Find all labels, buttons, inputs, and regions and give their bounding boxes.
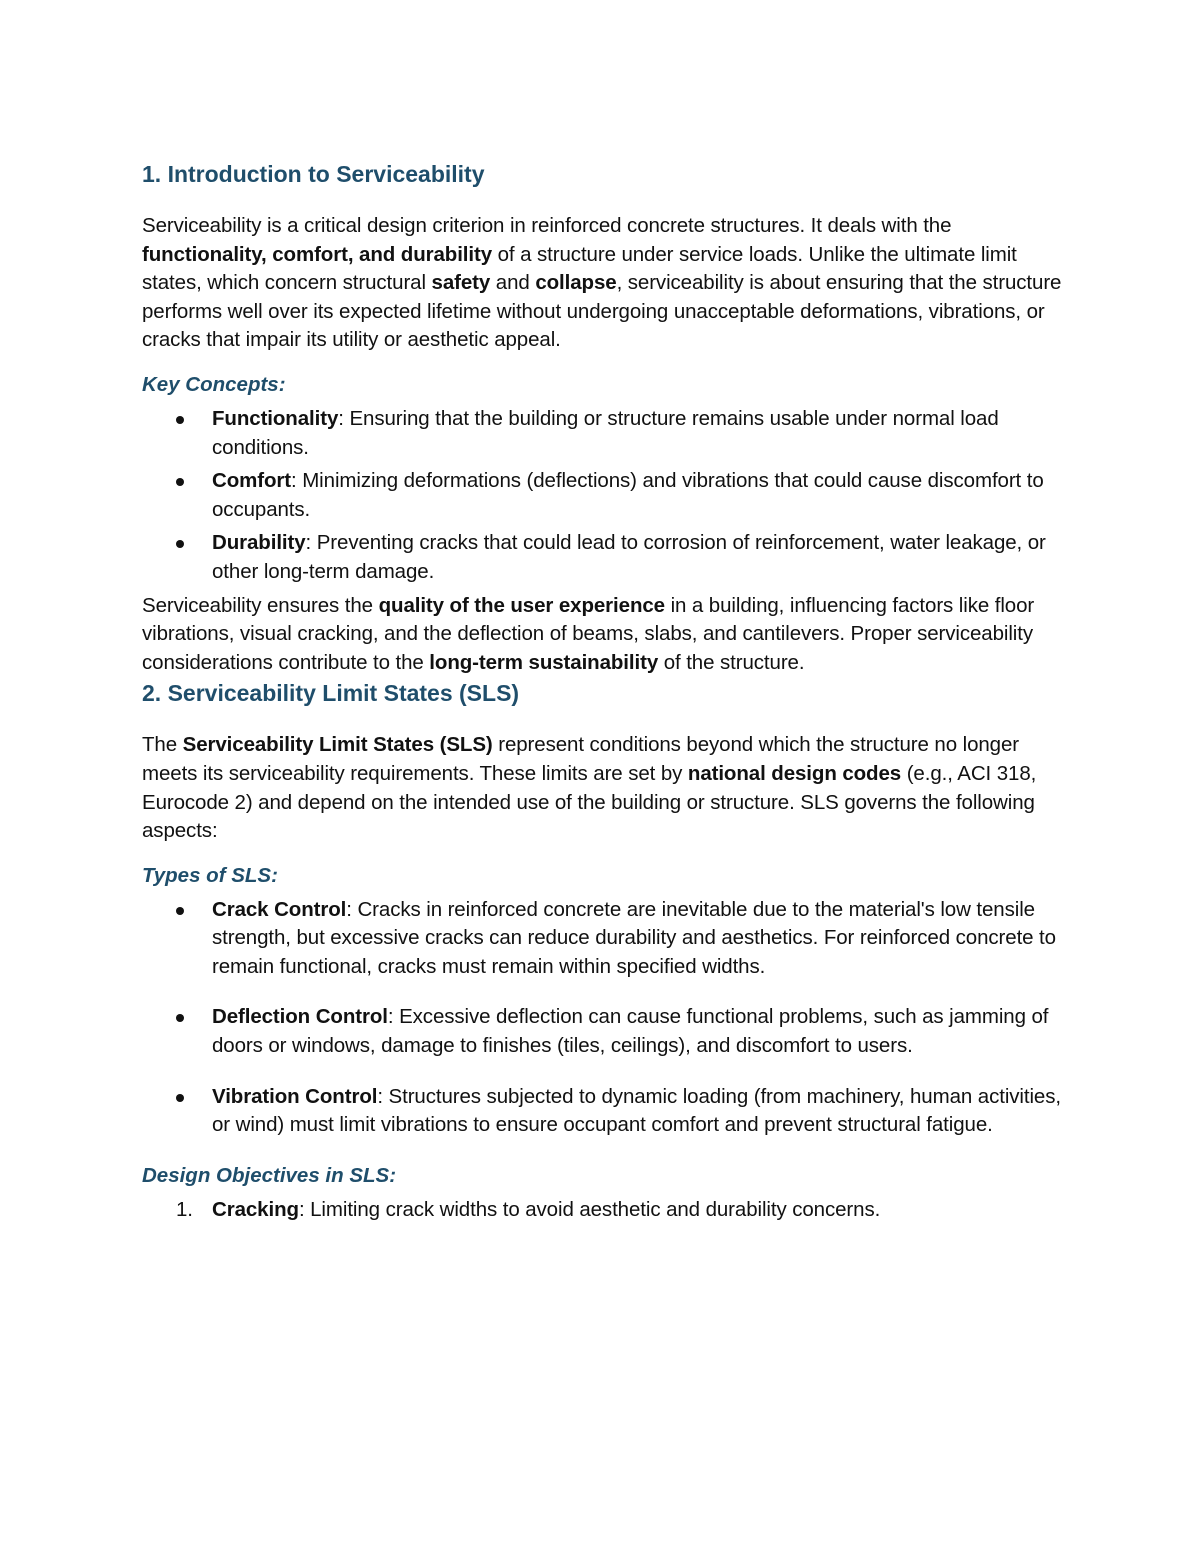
list-item-text: : Limiting crack widths to avoid aesthetic and durability concerns. xyxy=(298,1197,881,1221)
bullet-icon xyxy=(176,1094,184,1102)
closing-bold-1: quality of the user experience xyxy=(378,593,665,617)
list-item xyxy=(142,405,1067,462)
section-heading-sls: 2. Serviceability Limit States (SLS) xyxy=(142,680,520,707)
bullet-icon xyxy=(176,907,184,915)
list-item-term: Deflection Control xyxy=(212,1005,388,1029)
closing-text-3: of the structure. xyxy=(658,650,805,674)
key-concepts-list xyxy=(142,405,1067,587)
closing-text-1: Serviceability ensures the xyxy=(142,593,379,617)
list-item-text: : Excessive deflection can cause functional problems, such as jamming of doors or windows, damage to finishes (tiles, ceilings), and discomfort to users. xyxy=(212,1005,1049,1058)
design-objectives-subheading: Design Objectives in SLS: xyxy=(142,1163,397,1187)
types-of-sls-subheading: Types of SLS: xyxy=(142,863,278,887)
intro-paragraph xyxy=(142,212,1067,355)
sls-intro-bold-2: national design codes xyxy=(687,761,902,785)
list-item xyxy=(142,1196,1067,1225)
list-item-text: : Minimizing deformations (deflections) and vibrations that could cause discomfort to occupants. xyxy=(212,469,1044,521)
document-page xyxy=(142,158,1067,1229)
closing-bold-2: long-term sustainability xyxy=(429,650,659,674)
list-item xyxy=(142,467,1067,524)
section-heading-introduction: 1. Introduction to Serviceability xyxy=(142,161,485,187)
design-objectives-list xyxy=(142,1196,1067,1225)
list-item-text: : Ensuring that the building or structure remains usable under normal load conditions. xyxy=(212,406,999,459)
intro-bold-2: safety xyxy=(431,271,491,295)
bullet-icon xyxy=(176,416,184,424)
list-item-term: Comfort xyxy=(212,469,292,493)
intro-text-1: Serviceability is a critical design criterion in reinforced concrete structures. It deals with the xyxy=(142,214,952,237)
bullet-icon xyxy=(176,478,184,486)
list-item xyxy=(142,1083,1067,1140)
intro-text-4: , serviceability is about ensuring that the structure performs well over its expected lifetime without undergoing unacceptable deformations, vibrations, or cracks that impair its utility or aesthetic appeal. xyxy=(142,271,1062,352)
sls-types-list xyxy=(142,896,1067,1140)
closing-text-2: in a building, influencing factors like floor vibrations, visual cracking, and the deflection of beams, slabs, and cantilevers. Proper serviceability considerations contribute to the xyxy=(142,593,1035,674)
intro-bold-3: collapse xyxy=(535,271,617,295)
list-item xyxy=(142,1003,1067,1060)
bullet-icon xyxy=(176,540,184,548)
intro-text-2: of a structure under service loads. Unlike the ultimate limit states, which concern structural xyxy=(142,242,1017,295)
sls-intro-text-1: The xyxy=(142,733,183,757)
list-item xyxy=(142,529,1067,586)
list-item xyxy=(142,896,1067,982)
list-item-term: Durability xyxy=(212,531,306,555)
key-concepts-subheading: Key Concepts: xyxy=(142,372,286,396)
sls-intro-bold-1: Serviceability Limit States (SLS) xyxy=(182,733,493,757)
list-item-text: : Cracks in reinforced concrete are inevitable due to the material's low tensile strength, but excessive cracks can reduce durability and aesthetics. For reinforced concrete to remain functional, cracks must remain within specified widths. xyxy=(212,897,1056,978)
sls-intro-text-2: represent conditions beyond which the structure no longer meets its serviceability requirements. These limits are set by xyxy=(142,733,1020,785)
intro-bold-1: functionality, comfort, and durability xyxy=(142,242,493,266)
list-item-text: : Structures subjected to dynamic loading (from machinery, human activities, or wind) must limit vibrations to ensure occupant comfort and prevent structural fatigue. xyxy=(212,1084,1061,1137)
list-item-term: Cracking xyxy=(212,1197,299,1221)
list-item-text: : Preventing cracks that could lead to corrosion of reinforcement, water leakage, or other long-term damage. xyxy=(212,531,1046,583)
sls-intro-text-3: (e.g., ACI 318, Eurocode 2) and depend on the intended use of the building or structure. SLS governs the following aspects: xyxy=(142,761,1037,843)
sls-intro-paragraph xyxy=(142,731,1067,845)
closing-paragraph xyxy=(142,592,1067,678)
bullet-icon xyxy=(176,1014,184,1022)
list-item-term: Vibration Control xyxy=(212,1084,378,1108)
intro-text-3: and xyxy=(490,271,536,295)
list-item-number: 1. xyxy=(176,1197,193,1221)
list-item-term: Crack Control xyxy=(212,897,347,921)
list-item-term: Functionality xyxy=(212,406,339,430)
